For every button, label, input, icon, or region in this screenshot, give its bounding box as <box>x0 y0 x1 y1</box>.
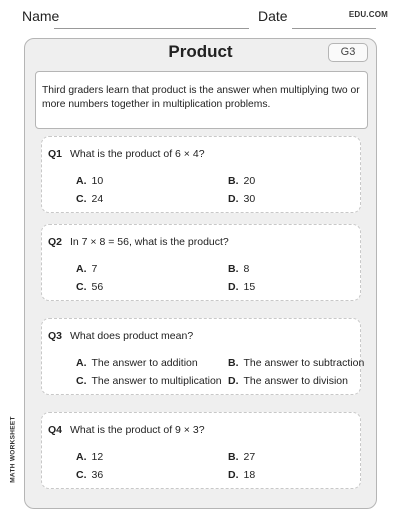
option-letter: A. <box>76 451 87 463</box>
option-b[interactable] <box>228 175 255 187</box>
question-number: Q1 <box>48 148 63 160</box>
option-text: 30 <box>243 193 256 205</box>
intro-box: Third graders learn that product is the answer when multiplying two or more numbers together in multiplication problems. <box>35 71 368 129</box>
option-c[interactable] <box>76 375 222 387</box>
question-text: In 7 × 8 = 56, what is the product? <box>70 236 229 248</box>
question-card-4 <box>41 412 361 489</box>
option-letter: D. <box>228 469 239 481</box>
option-d[interactable] <box>228 193 255 205</box>
option-letter: D. <box>228 193 239 205</box>
question-card-2 <box>41 224 361 301</box>
question-number: Q2 <box>48 236 63 248</box>
option-letter: B. <box>228 263 239 275</box>
date-field[interactable] <box>292 28 376 29</box>
date-label: Date <box>258 8 288 24</box>
option-text: 27 <box>243 451 256 463</box>
option-text: 7 <box>91 263 98 275</box>
option-d[interactable] <box>228 375 348 387</box>
option-text: 24 <box>91 193 104 205</box>
side-label <box>7 412 19 492</box>
option-letter: C. <box>76 375 87 387</box>
option-text: 12 <box>91 451 104 463</box>
grade-badge: G3 <box>328 43 368 62</box>
option-letter: A. <box>76 175 87 187</box>
brand-logo: EDU.COM <box>348 10 388 19</box>
option-text: 8 <box>243 263 250 275</box>
option-letter: C. <box>76 193 87 205</box>
option-letter: D. <box>228 281 239 293</box>
option-d[interactable] <box>228 469 255 481</box>
option-text: The answer to addition <box>91 357 198 369</box>
option-b[interactable] <box>228 263 249 275</box>
worksheet-title: Product <box>168 42 233 61</box>
option-letter: B. <box>228 175 239 187</box>
question-text: What does product mean? <box>70 330 194 342</box>
option-b[interactable] <box>228 357 364 369</box>
question-card-1 <box>41 136 361 213</box>
side-label-text: MATH WORKSHEET <box>9 416 17 483</box>
option-a[interactable] <box>76 175 103 187</box>
option-b[interactable] <box>228 451 255 463</box>
option-a[interactable] <box>76 451 103 463</box>
option-text: 56 <box>91 281 104 293</box>
option-text: The answer to division <box>243 375 348 387</box>
option-letter: D. <box>228 375 239 387</box>
option-letter: B. <box>228 451 239 463</box>
option-c[interactable] <box>76 469 103 481</box>
option-d[interactable] <box>228 281 255 293</box>
option-letter: A. <box>76 357 87 369</box>
question-text: What is the product of 9 × 3? <box>70 424 205 436</box>
name-field[interactable] <box>54 28 249 29</box>
title-bar <box>25 39 376 65</box>
option-letter: B. <box>228 357 239 369</box>
option-text: 10 <box>91 175 104 187</box>
option-text: 20 <box>243 175 256 187</box>
option-letter: C. <box>76 281 87 293</box>
option-text: 36 <box>91 469 104 481</box>
question-number: Q4 <box>48 424 63 436</box>
option-text: The answer to subtraction <box>243 357 365 369</box>
worksheet-panel <box>24 38 377 509</box>
option-text: 18 <box>243 469 256 481</box>
option-letter: C. <box>76 469 87 481</box>
question-card-3 <box>41 318 365 395</box>
option-text: The answer to multiplication <box>91 375 222 387</box>
option-a[interactable] <box>76 263 97 275</box>
option-c[interactable] <box>76 281 103 293</box>
name-label: Name <box>22 8 60 24</box>
option-text: 15 <box>243 281 256 293</box>
question-number: Q3 <box>48 330 63 342</box>
option-a[interactable] <box>76 357 198 369</box>
option-c[interactable] <box>76 193 103 205</box>
option-letter: A. <box>76 263 87 275</box>
question-text: What is the product of 6 × 4? <box>70 148 205 160</box>
